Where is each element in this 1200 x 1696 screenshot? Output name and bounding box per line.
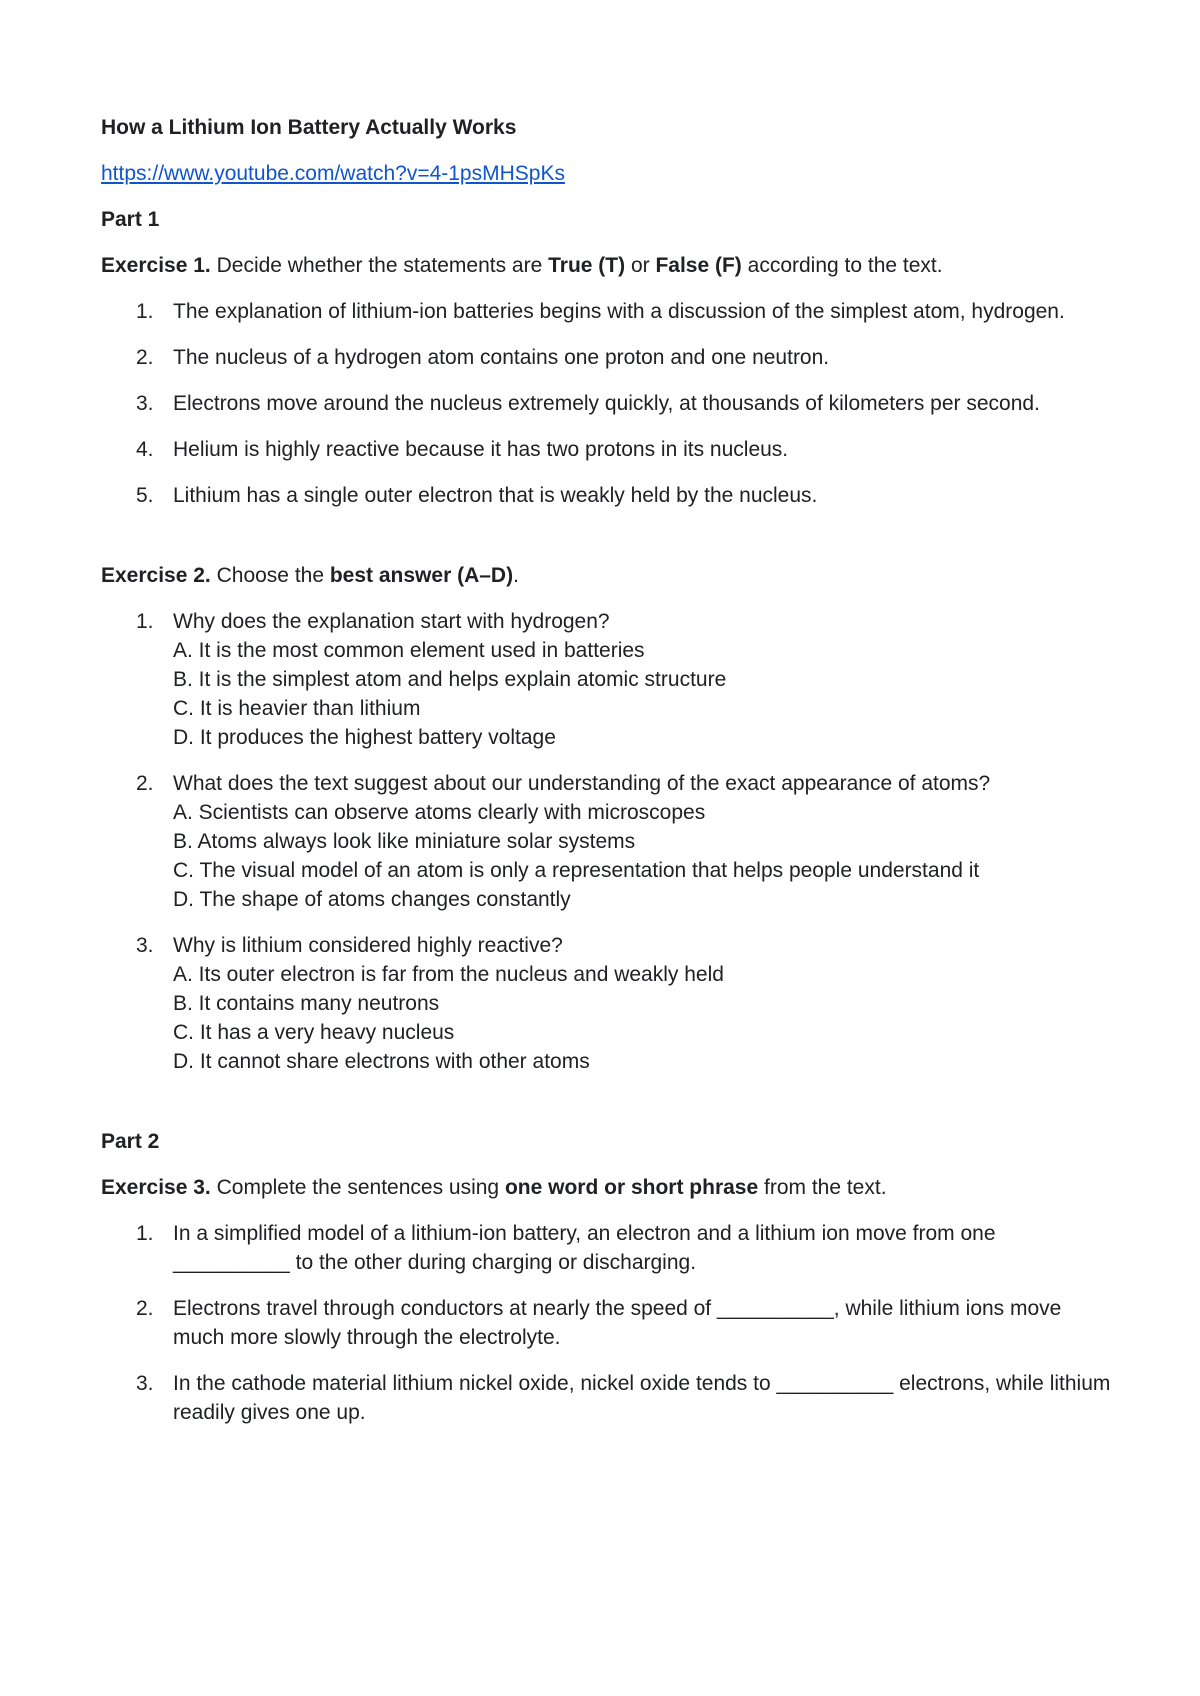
option-c: C. It has a very heavy nucleus [173, 1021, 455, 1044]
exercise-2-list [101, 607, 1111, 1076]
list-item [101, 1219, 1111, 1277]
option-a: A. It is the most common element used in batteries [173, 639, 645, 662]
option-d: D. It cannot share electrons with other atoms [173, 1050, 590, 1073]
option-a: A. Its outer electron is far from the nucleus and weakly held [173, 963, 724, 986]
item-number: 1. [136, 1222, 154, 1245]
option-c: C. The visual model of an atom is only a representation that helps people understand it [173, 859, 980, 882]
option-c: C. It is heavier than lithium [173, 697, 421, 720]
list-item [101, 297, 1111, 326]
list-item [101, 481, 1111, 510]
item-number: 3. [136, 934, 154, 957]
list-item [101, 769, 1111, 914]
item-number: 2. [136, 1297, 154, 1320]
option-d: D. The shape of atoms changes constantly [173, 888, 571, 911]
exercise-2-text-b: . [513, 564, 519, 587]
item-number: 2. [136, 346, 154, 369]
item-text: In a simplified model of a lithium-ion battery, an electron and a lithium ion move from one __________ to the other during charging or discharging. [173, 1222, 996, 1274]
exercise-2-instructions [101, 561, 1111, 590]
exercise-3-instructions [101, 1173, 1111, 1202]
exercise-3-text-b: from the text. [758, 1176, 887, 1199]
item-text: In the cathode material lithium nickel oxide, nickel oxide tends to __________ electrons, while lithium readily gives one up. [173, 1372, 1111, 1424]
exercise-1-text-a: Decide whether the statements are [210, 254, 549, 277]
list-item [101, 435, 1111, 464]
list-item [101, 1369, 1111, 1427]
exercise-3-text-a: Complete the sentences using [210, 1176, 505, 1199]
option-b: B. It is the simplest atom and helps explain atomic structure [173, 668, 727, 691]
question-text: Why does the explanation start with hydrogen? [173, 610, 610, 633]
part-2-heading: Part 2 [101, 1130, 160, 1153]
option-b: B. Atoms always look like miniature solar systems [173, 830, 636, 853]
exercise-1-list [101, 297, 1111, 510]
item-text: Electrons move around the nucleus extremely quickly, at thousands of kilometers per second. [173, 392, 1040, 415]
question-text: Why is lithium considered highly reactive? [173, 934, 563, 957]
item-number: 1. [136, 300, 154, 323]
item-text: Lithium has a single outer electron that is weakly held by the nucleus. [173, 484, 818, 507]
option-a: A. Scientists can observe atoms clearly with microscopes [173, 801, 706, 824]
exercise-3-label: Exercise 3. [101, 1176, 211, 1199]
exercise-3-bold: one word or short phrase [504, 1176, 759, 1199]
part-1-heading: Part 1 [101, 208, 160, 231]
item-number: 4. [136, 438, 154, 461]
exercise-1-true: True (T) [548, 254, 626, 277]
item-text: The nucleus of a hydrogen atom contains one proton and one neutron. [173, 346, 830, 369]
section-spacer [101, 527, 1111, 561]
exercise-1-false: False (F) [655, 254, 742, 277]
item-number: 3. [136, 392, 154, 415]
exercise-1-text-c: according to the text. [741, 254, 943, 277]
item-text: Electrons travel through conductors at nearly the speed of __________, while lithium ions move much more slowly through the electrolyte. [173, 1297, 1062, 1349]
exercise-2-bold: best answer (A–D) [329, 564, 514, 587]
list-item [101, 607, 1111, 752]
video-link[interactable]: https://www.youtube.com/watch?v=4-1psMHSpKs [101, 162, 565, 185]
exercise-2-text-a: Choose the [210, 564, 330, 587]
item-number: 1. [136, 610, 154, 633]
option-b: B. It contains many neutrons [173, 992, 440, 1015]
item-text: The explanation of lithium-ion batteries begins with a discussion of the simplest atom, hydrogen. [173, 300, 1065, 323]
item-number: 3. [136, 1372, 154, 1395]
item-number: 2. [136, 772, 154, 795]
exercise-1-text-b: or [625, 254, 656, 277]
list-item [101, 389, 1111, 418]
question-text: What does the text suggest about our understanding of the exact appearance of atoms? [173, 772, 991, 795]
exercise-2-label: Exercise 2. [101, 564, 211, 587]
exercise-1-instructions [101, 251, 1111, 280]
document-content [101, 113, 1111, 1444]
list-item [101, 931, 1111, 1076]
option-d: D. It produces the highest battery voltage [173, 726, 556, 749]
section-spacer [101, 1093, 1111, 1127]
item-text: Helium is highly reactive because it has two protons in its nucleus. [173, 438, 789, 461]
exercise-1-label: Exercise 1. [101, 254, 211, 277]
item-number: 5. [136, 484, 154, 507]
list-item [101, 343, 1111, 372]
document-title: How a Lithium Ion Battery Actually Works [101, 116, 517, 139]
exercise-3-list [101, 1219, 1111, 1427]
list-item [101, 1294, 1111, 1352]
